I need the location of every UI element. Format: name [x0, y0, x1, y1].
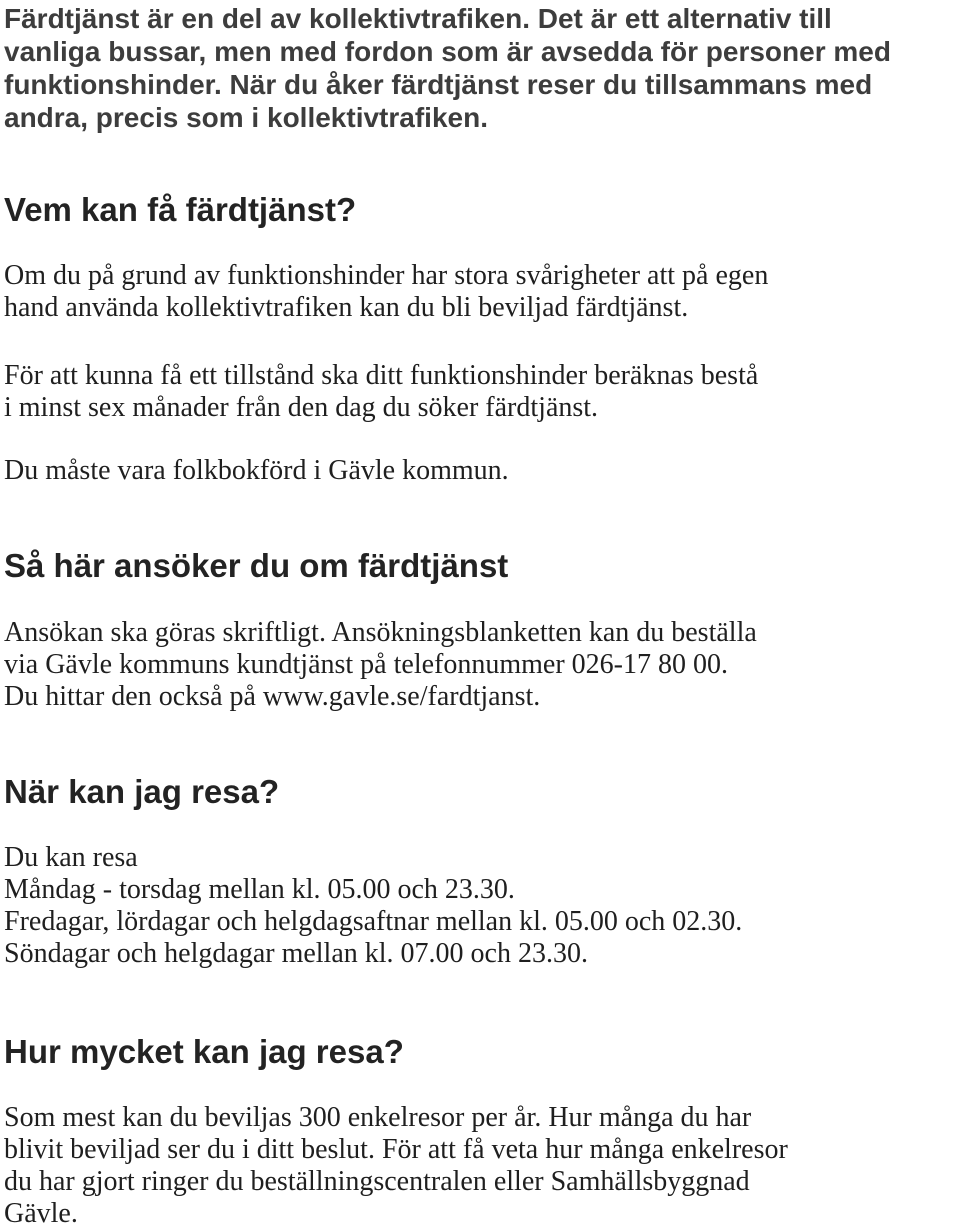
who-paragraph-1: [4, 260, 768, 324]
intro-paragraph: [4, 0, 891, 134]
intro-line: andra, precis som i kollektivtrafiken.: [4, 102, 488, 133]
heading-howmuch: Hur mycket kan jag resa?: [4, 1033, 404, 1070]
text-line: Om du på grund av funktionshinder har stora svårigheter att på egen: [4, 260, 769, 291]
text-line: Du kan resa: [4, 842, 138, 873]
intro-line: vanliga bussar, men med fordon som är avsedda för personer med: [4, 36, 891, 67]
text-line: Fredagar, lördagar och helgdagsaftnar mellan kl. 05.00 och 02.30.: [4, 906, 743, 937]
text-line: Gävle.: [4, 1198, 78, 1229]
text-line: Du hittar den också på www.gavle.se/fardtjanst.: [4, 681, 541, 712]
heading-when: När kan jag resa?: [4, 773, 280, 810]
text-line: Som mest kan du beviljas 300 enkelresor per år. Hur många du har: [4, 1102, 752, 1133]
text-line: Söndagar och helgdagar mellan kl. 07.00 och 23.30.: [4, 938, 588, 969]
text-line: via Gävle kommuns kundtjänst på telefonnummer 026-17 80 00.: [4, 649, 728, 680]
howmuch-paragraph: [4, 1102, 788, 1230]
text-line: Ansökan ska göras skriftligt. Ansökningsblanketten kan du beställa: [4, 617, 757, 648]
text-line: För att kunna få ett tillstånd ska ditt funktionshinder beräknas bestå: [4, 360, 759, 391]
apply-paragraph: [4, 617, 757, 713]
who-paragraph-3: [4, 455, 509, 487]
text-line: i minst sex månader från den dag du söker färdtjänst.: [4, 392, 599, 423]
text-line: Du måste vara folkbokförd i Gävle kommun.: [4, 455, 509, 486]
text-line: blivit beviljad ser du i ditt beslut. För att få veta hur många enkelresor: [4, 1134, 788, 1165]
intro-line: funktionshinder. När du åker färdtjänst reser du tillsammans med: [4, 69, 873, 100]
heading-who: Vem kan få färdtjänst?: [4, 191, 357, 228]
when-paragraph: [4, 842, 742, 970]
who-paragraph-2: [4, 360, 758, 424]
intro-line: Färdtjänst är en del av kollektivtrafiken. Det är ett alternativ till: [4, 3, 832, 34]
text-line: hand använda kollektivtrafiken kan du bli beviljad färdtjänst.: [4, 292, 689, 323]
heading-apply: Så här ansöker du om färdtjänst: [4, 547, 509, 584]
text-line: du har gjort ringer du beställningscentralen eller Samhällsbyggnad: [4, 1166, 750, 1197]
text-line: Måndag - torsdag mellan kl. 05.00 och 23.30.: [4, 874, 515, 905]
